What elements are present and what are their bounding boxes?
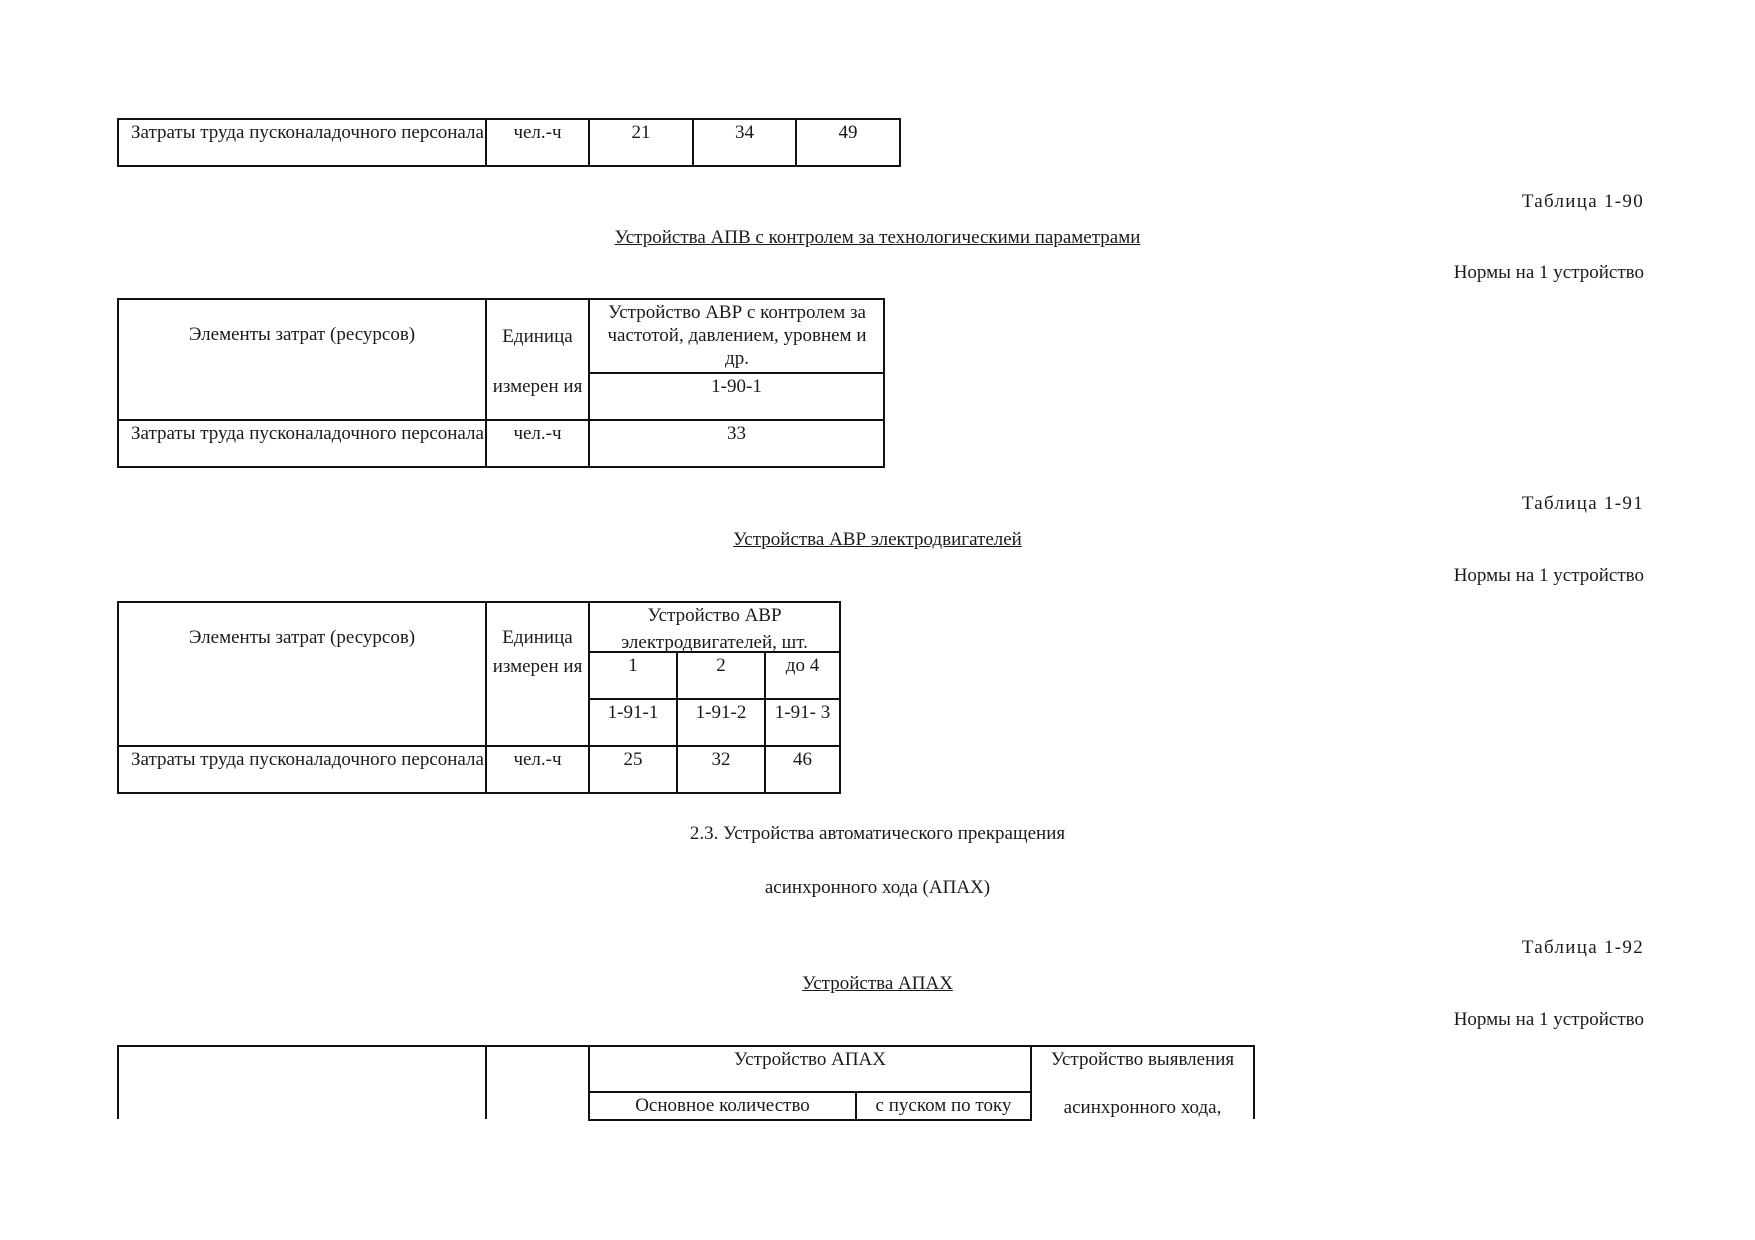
header-apax: Устройство АПАХ [733, 1049, 887, 1070]
header-unit-cont: измерен ия [492, 656, 583, 677]
header-detect: Устройство выявления [1050, 1049, 1235, 1070]
count-cell: 1 [628, 655, 638, 676]
count-cell: до 4 [785, 655, 820, 676]
code-cell: 1-90-1 [711, 376, 762, 397]
norms-label: Нормы на 1 устройство [1453, 565, 1644, 586]
table-title: Устройства АПАХ [802, 973, 953, 994]
norms-label: Нормы на 1 устройство [1453, 262, 1644, 283]
row-label: Затраты труда пусконаладочного персонала [131, 749, 484, 770]
header-unit: Единица [502, 627, 573, 648]
value-cell: 25 [623, 749, 643, 770]
section-heading-line2: асинхронного хода (АПАХ) [764, 877, 991, 898]
header-detect-cont: асинхронного хода, [1063, 1097, 1222, 1118]
row-label: Затраты труда пусконаладочного персонала [131, 423, 484, 444]
header-unit: Единица [502, 326, 573, 347]
header-current-start: с пуском по току [875, 1095, 1012, 1116]
section-heading-line1: 2.3. Устройства автоматического прекращения [689, 823, 1066, 844]
table-title: Устройства АВР электродвигателей [733, 529, 1022, 550]
value-cell: 21 [631, 122, 651, 143]
value-cell: 49 [838, 122, 858, 143]
unit-cell: чел.-ч [513, 423, 562, 444]
row-label: Затраты труда пусконаладочного персонала [131, 122, 484, 143]
value-cell: 32 [711, 749, 731, 770]
header-elements: Элементы затрат (ресурсов) [188, 627, 416, 648]
count-cell: 2 [716, 655, 726, 676]
header-device: Устройство АВР электродвигателей, шт. [621, 605, 808, 653]
unit-cell: чел.-ч [513, 749, 562, 770]
unit-cell: чел.-ч [513, 122, 562, 143]
header-unit-cont: измерен ия [492, 376, 583, 397]
value-cell: 34 [735, 122, 754, 143]
value-cell: 46 [793, 749, 812, 770]
header-device: Устройство АВР с контролем за частотой, давлением, уровнем и др. [607, 302, 867, 369]
code-cell: 1-91- 3 [774, 702, 831, 723]
table-title: Устройства АПВ с контролем за технологическими параметрами [614, 227, 1141, 248]
header-main-qty: Основное количество [635, 1095, 810, 1116]
value-cell: 33 [727, 423, 746, 444]
code-cell: 1-91-1 [607, 702, 659, 723]
code-cell: 1-91-2 [695, 702, 747, 723]
table-caption: Таблица 1-92 [1521, 937, 1644, 958]
table-caption: Таблица 1-90 [1521, 191, 1644, 212]
table-caption: Таблица 1-91 [1521, 493, 1644, 514]
norms-label: Нормы на 1 устройство [1453, 1009, 1644, 1030]
header-elements: Элементы затрат (ресурсов) [188, 324, 416, 345]
